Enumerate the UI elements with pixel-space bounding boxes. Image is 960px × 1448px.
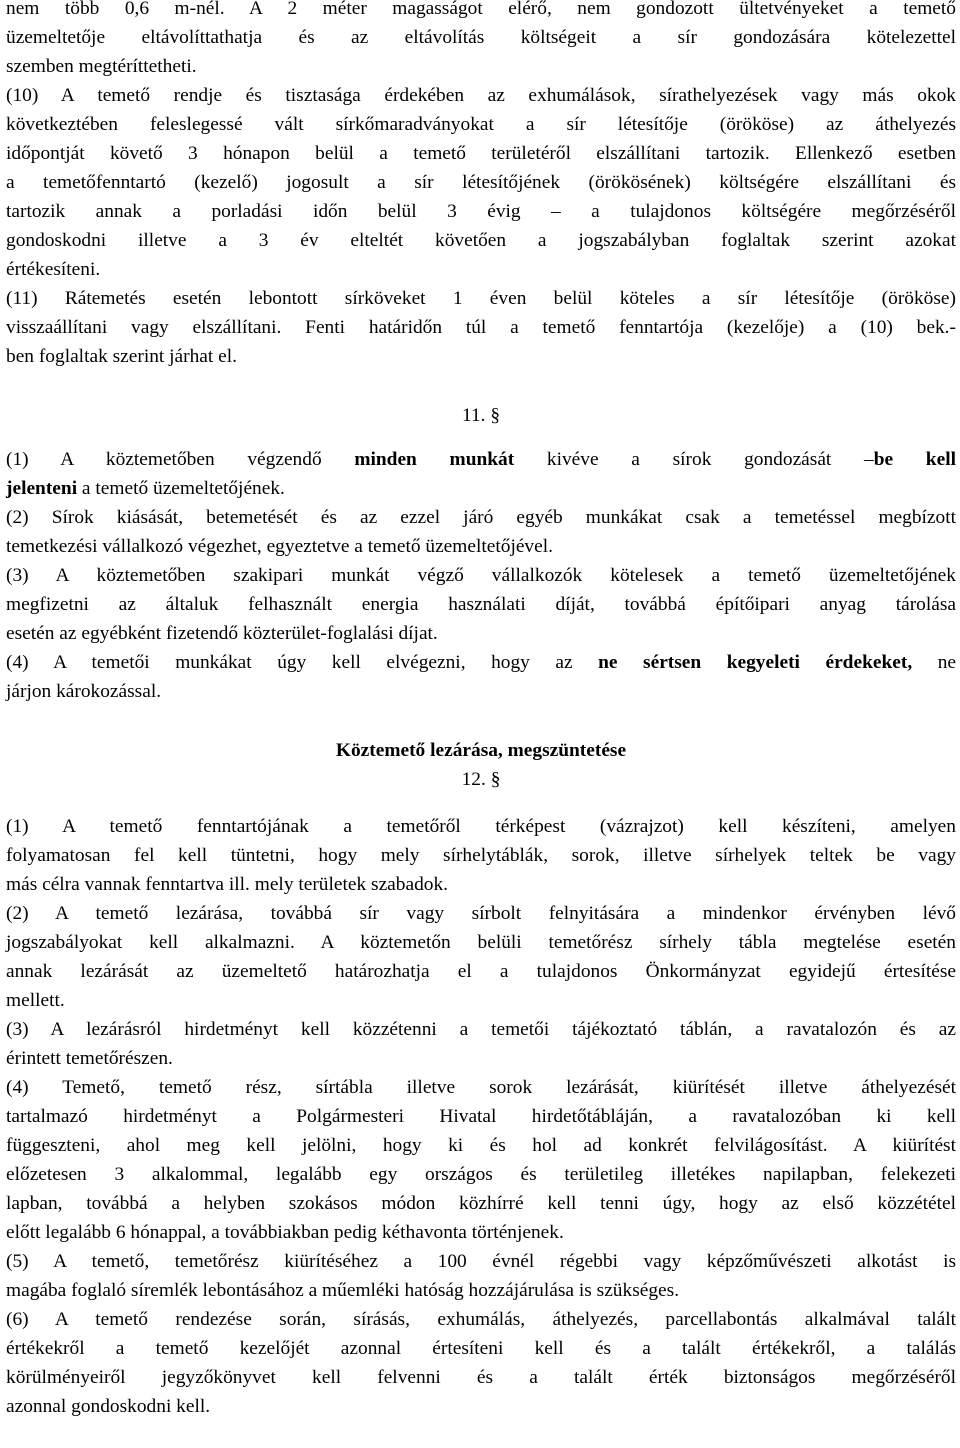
text-line: körülményeiről jegyzőkönyvet kell felvenni és a talált érték biztonságos megőrzéséről: [6, 1367, 956, 1388]
text-line: [6, 474, 956, 503]
text-line: azonnal gondoskodni kell.: [6, 1396, 211, 1417]
section-11-paragraph-2: [6, 503, 956, 561]
text-line: mellett.: [6, 990, 65, 1011]
text-line: lapban, továbbá a helyben szokásos módon közhírré kell tenni úgy, hogy az első közzététel: [6, 1193, 956, 1214]
text-line: más célra vannak fenntartva ill. mely területek szabadok.: [6, 874, 449, 895]
paragraph-10: [6, 81, 956, 284]
paragraph-11: [6, 284, 956, 371]
text-line: [6, 648, 956, 677]
text-line: értékesíteni.: [6, 259, 101, 280]
text-line: (4) Temető, temető rész, sírtábla illetve sorok lezárását, kiürítését illetve áthelyezését: [6, 1077, 956, 1098]
text-line: (2) Sírok kiásását, betemetését és az ezzel járó egyéb munkákat csak a temetéssel megbízott: [6, 507, 956, 528]
text-line: érintett temetőrészen.: [6, 1048, 173, 1069]
text-line: járjon károkozással.: [6, 681, 162, 702]
text-line: (3) A lezárásról hirdetményt kell közzétenni a temetői tájékoztató táblán, a ravatalozón és az: [6, 1019, 956, 1040]
section-title-12: Köztemető lezárása, megszüntetése: [335, 740, 627, 761]
spacer: [6, 706, 956, 736]
section-11-paragraph-4: [6, 648, 956, 706]
text-line: következtében feleslegessé vált sírkőmaradványokat a sír létesítője (örököse) az áthelyezés: [6, 114, 956, 135]
text-line: előzetesen 3 alkalommal, legalább egy országos és területileg illetékes napilapban, felekezeti: [6, 1164, 956, 1185]
text-line: (11) Rátemetés esetén lebontott sírköveket 1 éven belül köteles a sír létesítője (örököse): [6, 288, 956, 309]
section-12-paragraph-1: [6, 812, 956, 899]
section-12-paragraph-6: [6, 1305, 956, 1421]
spacer: [6, 371, 956, 401]
text-line: (6) A temető rendezése során, sírásás, exhumálás, áthelyezés, parcellabontás alkalmával talált: [6, 1309, 956, 1330]
text-line: [6, 445, 956, 474]
section-11-paragraph-3: [6, 561, 956, 648]
text-run: (4) A temetői munkákat úgy kell elvégezni, hogy az: [6, 652, 599, 673]
text-line: folyamatosan fel kell tüntetni, hogy mely sírhelytáblák, sorok, illetve sírhelyek teltek be vagy: [6, 845, 956, 866]
text-line: (10) A temető rendje és tisztasága érdekében az exhumálások, sírathelyezések vagy más okok: [6, 85, 956, 106]
section-12-paragraph-3: [6, 1015, 956, 1073]
text-line: (1) A temető fenntartójának a temetőről térképest (vázrajzot) kell készíteni, amelyen: [6, 816, 956, 837]
text-line: megfizetni az általuk felhasznált energia használati díját, továbbá építőipari anyag tárolása: [6, 594, 956, 615]
text-line: előtt legalább 6 hónappal, a továbbiakban pedig kéthavonta történjenek.: [6, 1222, 564, 1243]
section-12-paragraph-4: [6, 1073, 956, 1247]
bold-text: minden munkát: [354, 449, 515, 470]
section-12-paragraph-2: [6, 899, 956, 1015]
text-line: magába foglaló síremlék lebontásához a műemléki hatóság hozzájárulása is szükséges.: [6, 1280, 680, 1301]
text-line: a temetőfenntartó (kezelő) jogosult a sír létesítőjének (örökösének) költségére elszállítani és: [6, 172, 956, 193]
text-line: esetén az egyébként fizetendő közterület-foglalási díjat.: [6, 623, 438, 644]
paragraph-intro: [6, 0, 956, 81]
text-run: (1) A köztemetőben végzendő: [6, 449, 355, 470]
bold-text: jelenteni: [6, 478, 78, 499]
spacer: [6, 430, 956, 445]
text-line: (2) A temető lezárása, továbbá sír vagy sírbolt felnyitására a mindenkor érvényben lévő: [6, 903, 956, 924]
text-line: ben foglaltak szerint járhat el.: [6, 346, 237, 367]
text-run: a temető üzemeltetőjének.: [77, 478, 285, 499]
bold-text: ne sértsen kegyeleti érdekeket,: [598, 652, 913, 673]
text-line: tartalmazó hirdetményt a Polgármesteri Hivatal hirdetőtábláján, a ravatalozóban ki kell: [6, 1106, 956, 1127]
section-number-12: 12. §: [461, 769, 501, 790]
section-number-11: 11. §: [461, 405, 501, 426]
text-line: nem több 0,6 m-nél. A 2 méter magasságot elérő, nem gondozott ültetvényeket a temető: [6, 0, 956, 19]
text-line: szemben megtéríttetheti.: [6, 56, 197, 77]
text-line: értékekről a temető kezelőjét azonnal értesíteni kell és a talált értékekről, a találás: [6, 1338, 956, 1359]
text-line: függeszteni, ahol meg kell jelölni, hogy ki és hol ad konkrét felvilágosítást. A kiürítést: [6, 1135, 956, 1156]
text-line: üzemeltetője eltávolíttathatja és az eltávolítás költségeit a sír gondozására kötelezettel: [6, 27, 956, 48]
text-line: temetkezési vállalkozó végezhet, egyeztetve a temető üzemeltetőjével.: [6, 536, 553, 557]
text-line: gondoskodni illetve a 3 év elteltét követően a jogszabályban foglaltak szerint azokat: [6, 230, 956, 251]
text-line: visszaállítani vagy elszállítani. Fenti határidőn túl a temető fenntartója (kezelője) a (10) bek.-: [6, 317, 956, 338]
text-line: tartozik annak a porladási időn belül 3 évig – a tulajdonos költségére megőrzéséről: [6, 201, 956, 222]
text-run: kivéve a sírok gondozását –: [514, 449, 874, 470]
section-11-paragraph-1: [6, 445, 956, 503]
text-run: ne: [912, 652, 956, 673]
spacer: [6, 794, 956, 812]
bold-text: be kell: [873, 449, 956, 470]
text-line: (5) A temető, temetőrész kiürítéséhez a 100 évnél régebbi vagy képzőművészeti alkotást is: [6, 1251, 956, 1272]
section-12-paragraph-5: [6, 1247, 956, 1305]
text-line: időpontját követő 3 hónapon belül a temető területéről elszállítani tartozik. Ellenkező esetben: [6, 143, 956, 164]
text-line: annak lezárását az üzemeltető határozhatja el a tulajdonos Önkormányzat egyidejű értesítése: [6, 961, 956, 982]
text-line: jogszabályokat kell alkalmazni. A köztemetőn belüli temetőrész sírhely tábla megtelése esetén: [6, 932, 956, 953]
text-line: (3) A köztemetőben szakipari munkát végző vállalkozók kötelesek a temető üzemeltetőjének: [6, 565, 956, 586]
